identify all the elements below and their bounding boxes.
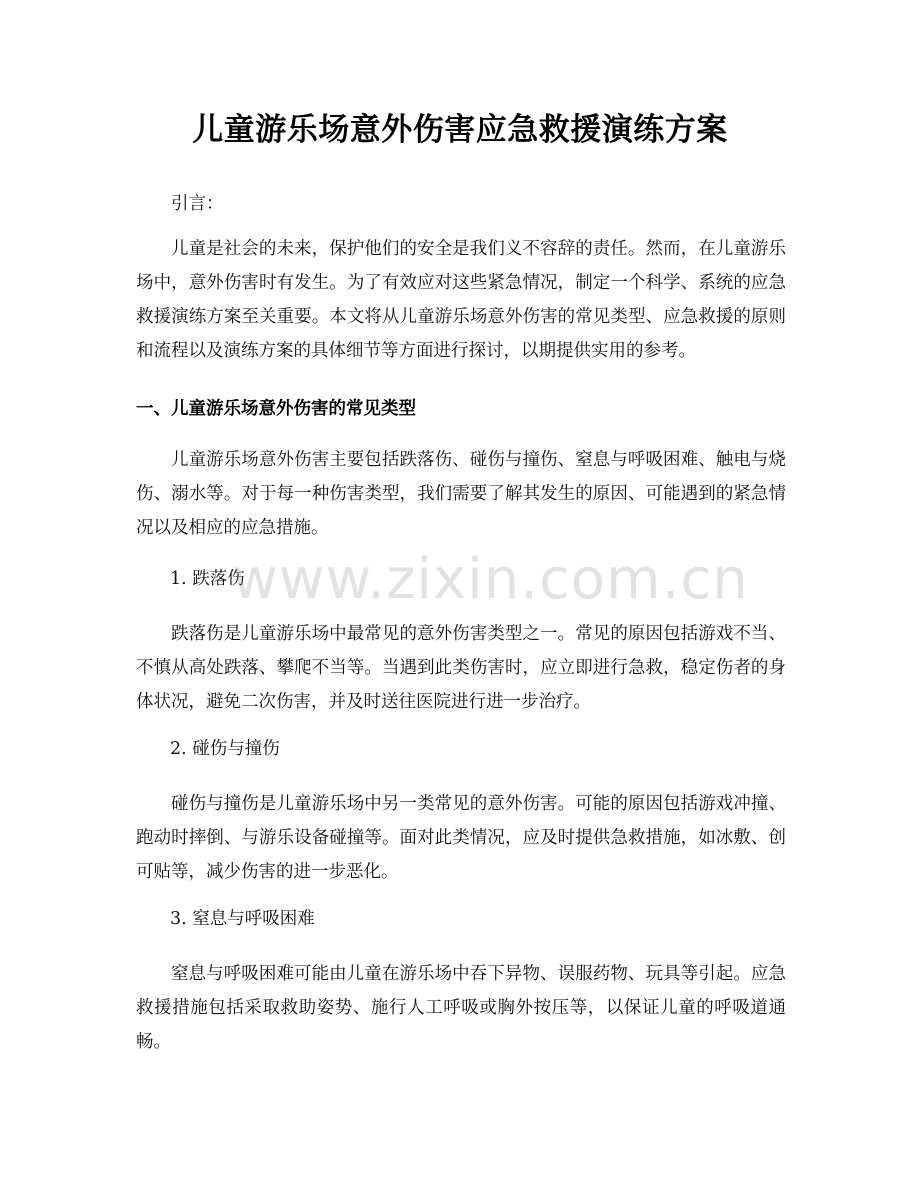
section-paragraph: 儿童游乐场意外伤害主要包括跌落伤、碰伤与撞伤、窒息与呼吸困难、触电与烧伤、溺水等。对于每一种伤害类型，我们需要了解其发生的原因、可能遇到的紧急情况以及相应的应急措施。	[136, 450, 786, 538]
item-title-3: 3. 窒息与呼吸困难	[170, 909, 315, 929]
item-title-2: 2. 碰伤与撞伤	[170, 739, 280, 759]
watermark: www.zixin.com.cn	[232, 547, 749, 612]
item-title-1: 1. 跌落伤	[170, 569, 245, 589]
intro-label: 引言：	[171, 194, 224, 214]
item-text-3: 窒息与呼吸困难可能由儿童在游乐场中吞下异物、误服药物、玩具等引起。应急救援措施包括采取救助姿势、施行人工呼吸或胸外按压等，以保证儿童的呼吸道通畅。	[136, 964, 786, 1052]
intro-paragraph: 儿童是社会的未来，保护他们的安全是我们义不容辞的责任。然而，在儿童游乐场中，意外伤害时有发生。为了有效应对这些紧急情况，制定一个科学、系统的应急救援演练方案至关重要。本文将从儿童游乐场意外伤害的常见类型、应急救援的原则和流程以及演练方案的具体细节等方面进行探讨，以期提供实用的参考。	[136, 239, 786, 361]
document-title: 儿童游乐场意外伤害应急救援演练方案	[192, 112, 728, 148]
item-text-2: 碰伤与撞伤是儿童游乐场中另一类常见的意外伤害。可能的原因包括游戏冲撞、跑动时摔倒、与游乐设备碰撞等。面对此类情况，应及时提供急救措施，如冰敷、创可贴等，减少伤害的进一步恶化。	[136, 794, 786, 882]
item-text-1: 跌落伤是儿童游乐场中最常见的意外伤害类型之一。常见的原因包括游戏不当、不慎从高处跌落、攀爬不当等。当遇到此类伤害时，应立即进行急救，稳定伤者的身体状况，避免二次伤害，并及时送往医院进行进一步治疗。	[136, 624, 786, 712]
section-heading: 一、儿童游乐场意外伤害的常见类型	[136, 399, 416, 419]
